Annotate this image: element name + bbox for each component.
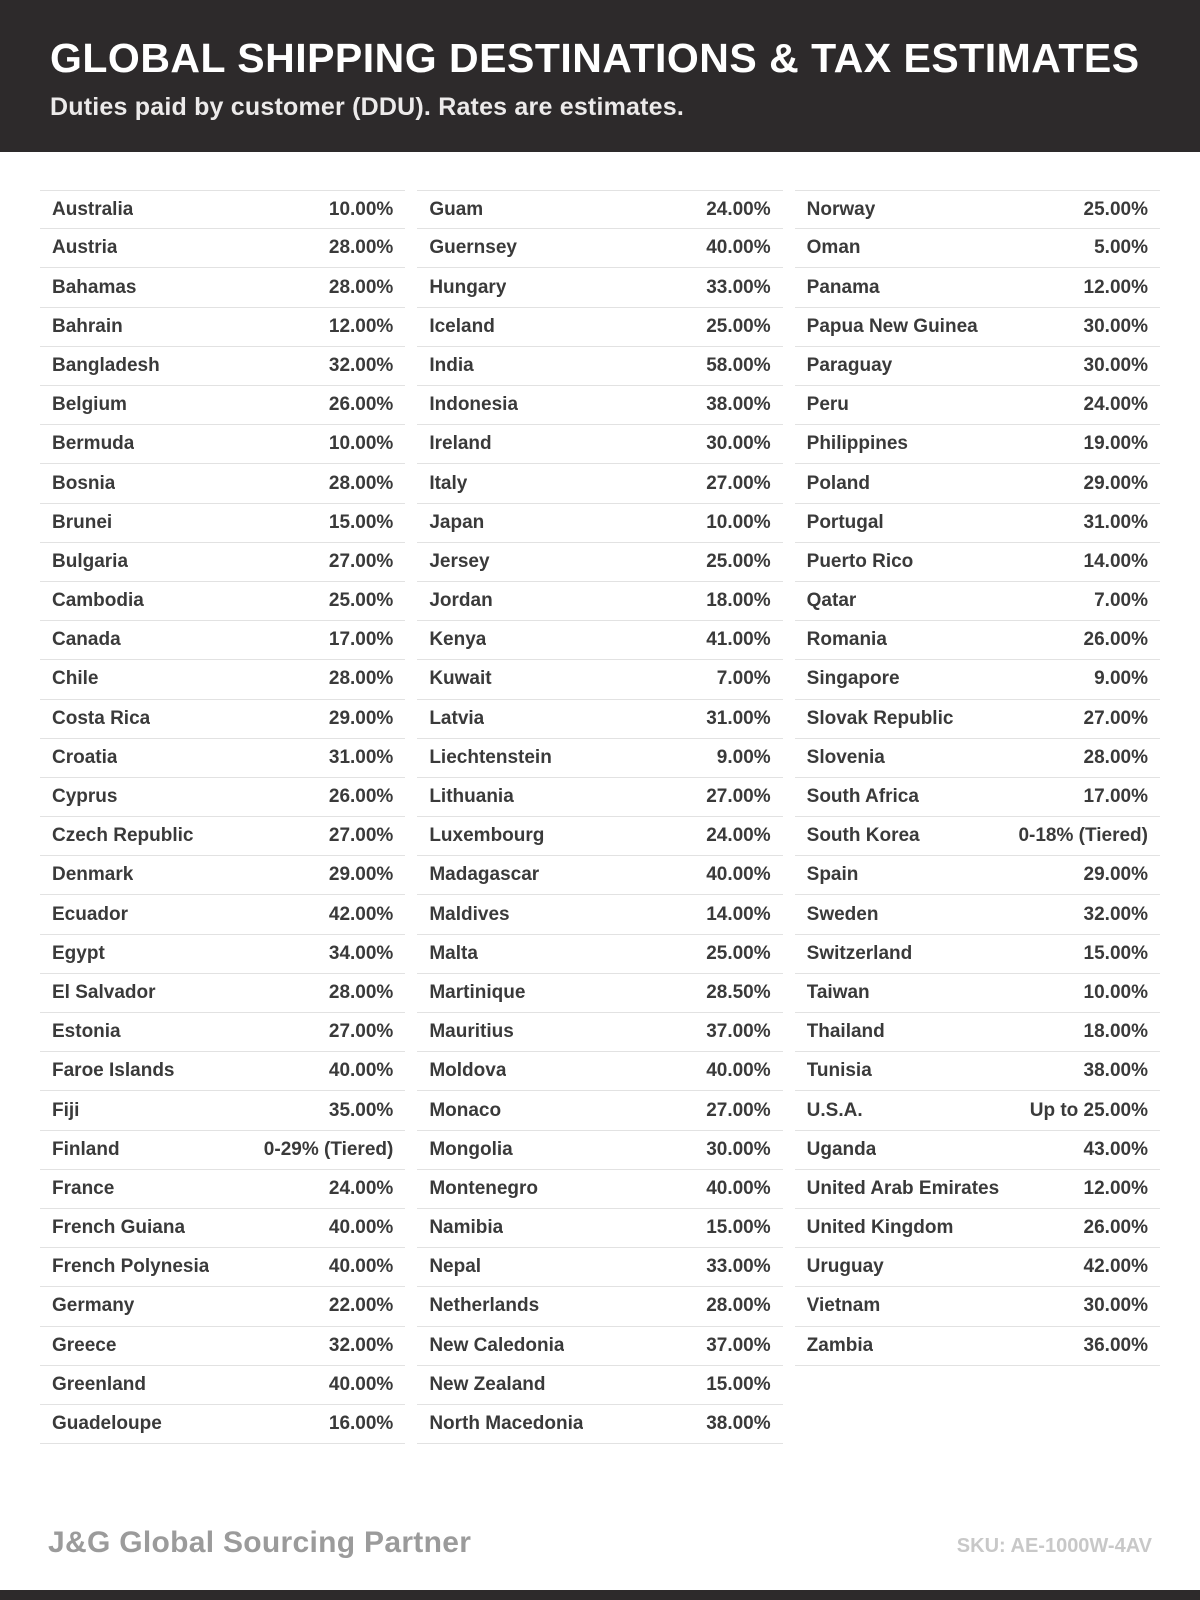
table-row [40,1366,405,1405]
tax-rate: 0-18% (Tiered) [1018,825,1148,847]
table-row [40,1131,405,1170]
country-name: Oman [806,237,861,259]
table-row [40,347,405,386]
table-row [795,386,1160,425]
tax-rate: 28.00% [706,1295,771,1317]
country-name: Spain [806,864,859,886]
tax-rate: 10.00% [1083,981,1148,1003]
tax-rate: 30.00% [706,433,771,455]
tax-rate: 7.00% [716,668,771,690]
country-name: Vietnam [806,1295,881,1317]
tax-rate: 32.00% [1083,903,1148,925]
country-name: Chile [52,668,99,690]
table-row [795,308,1160,347]
country-name: Kuwait [429,668,492,690]
country-name: France [52,1177,115,1199]
tax-rate: 28.00% [328,981,394,1003]
table-row [417,386,782,425]
country-name: Papua New Guinea [806,315,978,337]
country-name: Hungary [429,276,507,298]
country-name: Taiwan [806,981,870,1003]
table-row [417,1287,782,1326]
country-name: Cyprus [52,786,118,807]
tax-rate: 29.00% [328,707,394,729]
country-name: New Zealand [429,1373,546,1395]
table-row [795,700,1160,739]
table-row [417,1013,782,1052]
table-row [795,268,1160,307]
country-name: Tunisia [806,1060,872,1082]
tax-rate: 28.00% [328,472,394,494]
tax-rate: 40.00% [328,1256,394,1278]
country-name: Canada [52,629,121,651]
tax-rate: 29.00% [328,864,394,886]
table-row [795,1287,1160,1326]
table-row [417,1170,782,1209]
tax-rate: 27.00% [706,1099,771,1121]
tax-rate: 14.00% [706,903,771,925]
table-row [417,856,782,895]
footer [48,1526,1152,1560]
country-name: South Korea [806,825,920,847]
rate-column-2 [417,190,782,1444]
tax-rate: 28.00% [328,276,394,298]
country-name: Germany [52,1295,135,1317]
country-name: Zambia [806,1334,874,1356]
country-name: U.S.A. [806,1099,863,1121]
tax-rate: 36.00% [1083,1334,1148,1356]
tax-rate: 12.00% [1083,1177,1148,1199]
table-row [795,229,1160,268]
country-name: Thailand [806,1021,885,1043]
table-row [417,190,782,229]
tax-rate: 33.00% [706,276,771,298]
tax-rate: 40.00% [328,1373,394,1395]
table-row [417,1366,782,1405]
tax-rate: 28.00% [328,237,394,259]
table-row [795,1013,1160,1052]
table-row [795,739,1160,778]
table-row [417,425,782,464]
country-name: South Africa [806,786,919,807]
tax-rate: 27.00% [1083,707,1148,729]
tax-rate: 25.00% [706,550,771,572]
tax-rate: 24.00% [1083,394,1148,416]
table-row [40,268,405,307]
tax-rate: 17.00% [328,629,394,651]
table-row [417,895,782,934]
table-row [40,621,405,660]
table-row [795,660,1160,699]
country-name: Guam [429,198,484,220]
tax-rate: 40.00% [706,237,771,259]
tax-rate: 12.00% [1083,276,1148,298]
country-name: Peru [806,394,849,416]
tax-rate: 27.00% [328,825,394,847]
table-row [795,504,1160,543]
country-name: Czech Republic [52,825,194,847]
table-row [40,1209,405,1248]
tax-rate: 18.00% [1083,1021,1148,1043]
tax-rate: 25.00% [706,942,771,964]
tax-rate: 28.00% [1083,746,1148,768]
country-name: Guernsey [429,237,517,259]
page-subtitle: Duties paid by customer (DDU). Rates are estimates. [50,93,685,122]
tax-rate: 19.00% [1083,433,1148,455]
tax-rate: 26.00% [1083,629,1148,651]
table-row [40,1170,405,1209]
country-name: Puerto Rico [806,550,914,572]
table-row [795,1327,1160,1366]
country-name: Montenegro [429,1177,539,1199]
country-name: Brunei [52,511,113,533]
table-row [795,1091,1160,1130]
table-row [417,700,782,739]
country-name: Japan [429,511,485,533]
country-name: Belgium [52,394,127,416]
tax-rate: 28.50% [706,981,771,1003]
tax-rate: 26.00% [328,786,394,807]
table-row [417,1052,782,1091]
country-name: Bermuda [52,433,135,455]
tax-rate: 27.00% [706,472,771,494]
tax-rate: 58.00% [706,354,771,376]
table-row [417,778,782,817]
tax-rate: 31.00% [1083,511,1148,533]
country-name: Indonesia [429,394,519,416]
tax-rate: 10.00% [328,198,394,220]
country-name: Philippines [806,433,909,455]
country-name: El Salvador [52,981,156,1003]
tax-rate: 35.00% [328,1099,394,1121]
table-row [795,543,1160,582]
country-name: Sweden [806,903,879,925]
country-name: Portugal [806,511,884,533]
tax-rate: 27.00% [328,550,394,572]
table-row [417,268,782,307]
country-name: Faroe Islands [52,1060,175,1082]
tax-rate: 25.00% [1083,198,1148,220]
tax-rate: 29.00% [1083,864,1148,886]
tax-rate: 17.00% [1083,786,1148,807]
table-row [417,660,782,699]
header-banner [0,0,1200,152]
tax-rate: 38.00% [706,1413,771,1434]
table-row [417,1091,782,1130]
tax-rate: 25.00% [328,590,394,612]
tax-rate: 40.00% [706,1060,771,1082]
table-row [40,190,405,229]
brand-name: J&G Global Sourcing Partner [48,1526,472,1559]
tax-rate: 40.00% [706,864,771,886]
table-row [40,504,405,543]
country-name: Monaco [429,1099,502,1121]
rate-column-1 [40,190,405,1444]
country-name: Kenya [429,629,487,651]
table-row [40,1287,405,1326]
tax-rate: 37.00% [706,1021,771,1043]
table-row [40,895,405,934]
tax-rate: 24.00% [706,825,771,847]
table-row [795,190,1160,229]
country-name: Panama [806,276,880,298]
tax-rate: 10.00% [328,433,394,455]
country-name: French Polynesia [52,1256,210,1278]
country-name: Estonia [52,1021,121,1043]
table-row [417,621,782,660]
table-row [795,895,1160,934]
table-row [40,974,405,1013]
country-name: Italy [429,472,468,494]
country-name: North Macedonia [429,1413,584,1434]
country-name: Ecuador [52,903,129,925]
country-name: Qatar [806,590,857,612]
tax-rate: 40.00% [706,1177,771,1199]
tax-rate: 28.00% [328,668,394,690]
country-name: India [429,354,474,376]
table-row [40,660,405,699]
country-name: Bangladesh [52,354,160,376]
country-name: Austria [52,237,118,259]
tax-rate: 18.00% [706,590,771,612]
table-row [417,974,782,1013]
tax-rate: 34.00% [328,942,394,964]
country-name: Slovak Republic [806,707,954,729]
table-row [40,1248,405,1287]
country-name: Martinique [429,981,526,1003]
tax-rate: 9.00% [716,746,771,768]
tax-rate: 14.00% [1083,550,1148,572]
table-row [795,582,1160,621]
tax-rate: 38.00% [1083,1060,1148,1082]
rates-table [0,152,1200,1444]
table-row [417,229,782,268]
table-row [795,1209,1160,1248]
tax-rate: 5.00% [1094,237,1148,259]
table-row [795,1170,1160,1209]
tax-rate: 32.00% [328,1334,394,1356]
table-row [40,425,405,464]
country-name: Greece [52,1334,117,1356]
table-row [795,1248,1160,1287]
country-name: Mongolia [429,1138,513,1160]
country-name: Namibia [429,1217,504,1239]
table-row [40,739,405,778]
rate-column-3 [795,190,1160,1444]
tax-rate: 42.00% [1083,1256,1148,1278]
tax-rate: 30.00% [706,1138,771,1160]
country-name: Guadeloupe [52,1413,162,1434]
tax-rate: 29.00% [1083,472,1148,494]
table-row [40,778,405,817]
country-name: Denmark [52,864,134,886]
table-row [40,856,405,895]
country-name: Bahrain [52,315,123,337]
table-row [417,543,782,582]
page-title: GLOBAL SHIPPING DESTINATIONS & TAX ESTIMATES [50,35,1140,81]
table-row [795,856,1160,895]
table-row [40,1013,405,1052]
tax-rate: 31.00% [706,707,771,729]
table-row [40,1405,405,1444]
country-name: Netherlands [429,1295,540,1317]
country-name: Moldova [429,1060,507,1082]
tax-rate: 40.00% [328,1060,394,1082]
table-row [417,347,782,386]
tax-rate: 30.00% [1083,1295,1148,1317]
table-row [417,1405,782,1444]
tax-rate: 9.00% [1094,668,1148,690]
country-name: Liechtenstein [429,746,552,768]
country-name: Poland [806,472,870,494]
country-name: Uganda [806,1138,877,1160]
tax-rate: 37.00% [706,1334,771,1356]
table-row [40,386,405,425]
country-name: Mauritius [429,1021,514,1043]
country-name: Luxembourg [429,825,545,847]
table-row [40,935,405,974]
tax-rate: 15.00% [706,1373,771,1395]
tax-rate: 15.00% [706,1217,771,1239]
tax-rate: 30.00% [1083,315,1148,337]
country-name: Egypt [52,942,105,964]
table-row [417,935,782,974]
country-name: Nepal [429,1256,482,1278]
table-row [40,582,405,621]
country-name: Jersey [429,550,490,572]
tax-rate: 43.00% [1083,1138,1148,1160]
tax-rate: 41.00% [706,629,771,651]
sku-label: SKU: AE-1000W-4AV [956,1535,1152,1557]
country-name: Switzerland [806,942,913,964]
country-name: Romania [806,629,887,651]
country-name: Bahamas [52,276,137,298]
country-name: Paraguay [806,354,893,376]
country-name: Uruguay [806,1256,884,1278]
bottom-accent-bar [0,1590,1200,1600]
table-row [795,935,1160,974]
tax-rate: 15.00% [328,511,394,533]
country-name: Costa Rica [52,707,151,729]
tax-rate: 12.00% [328,315,394,337]
country-name: Norway [806,198,876,220]
country-name: Malta [429,942,478,964]
country-name: United Arab Emirates [806,1177,1000,1199]
table-row [795,1131,1160,1170]
country-name: Jordan [429,590,493,612]
country-name: Fiji [52,1099,80,1121]
tax-rate: 7.00% [1094,590,1148,612]
table-row [795,347,1160,386]
table-row [417,1327,782,1366]
table-row [795,464,1160,503]
country-name: Bulgaria [52,550,129,572]
table-row [795,425,1160,464]
table-row [417,504,782,543]
country-name: Cambodia [52,590,144,612]
tax-rate: 42.00% [328,903,394,925]
table-row [795,778,1160,817]
tax-rate: 25.00% [706,315,771,337]
country-name: Bosnia [52,472,116,494]
tax-rate: 24.00% [706,198,771,220]
country-name: United Kingdom [806,1217,954,1239]
table-row [40,817,405,856]
country-name: New Caledonia [429,1334,565,1356]
tax-rate: 31.00% [328,746,394,768]
country-name: Finland [52,1138,120,1160]
tax-rate: 27.00% [706,786,771,807]
tax-rate: 10.00% [706,511,771,533]
tax-rate: 16.00% [328,1413,394,1434]
table-row [417,582,782,621]
country-name: Latvia [429,707,485,729]
table-row [417,1131,782,1170]
table-row [40,1091,405,1130]
table-row [417,739,782,778]
table-row [40,464,405,503]
country-name: Singapore [806,668,900,690]
tax-rate: Up to 25.00% [1029,1099,1148,1121]
table-row [40,1052,405,1091]
country-name: Australia [52,198,134,220]
table-row [40,700,405,739]
table-row [40,1327,405,1366]
country-name: Maldives [429,903,510,925]
country-name: Lithuania [429,786,514,807]
table-row [40,229,405,268]
country-name: Iceland [429,315,495,337]
tax-rate: 26.00% [328,394,394,416]
table-row [417,817,782,856]
country-name: Ireland [429,433,492,455]
tax-rate: 24.00% [328,1177,394,1199]
tax-rate: 40.00% [328,1217,394,1239]
country-name: Slovenia [806,746,885,768]
table-row [795,974,1160,1013]
table-row [795,621,1160,660]
tax-rate: 26.00% [1083,1217,1148,1239]
tax-rate: 30.00% [1083,354,1148,376]
tax-rate: 38.00% [706,394,771,416]
tax-rate: 32.00% [328,354,394,376]
table-row [417,1209,782,1248]
tax-rate: 33.00% [706,1256,771,1278]
table-row [40,543,405,582]
country-name: French Guiana [52,1217,186,1239]
tax-rate: 22.00% [328,1295,394,1317]
country-name: Greenland [52,1373,146,1395]
tax-rate: 15.00% [1083,942,1148,964]
tax-rate: 0-29% (Tiered) [263,1138,394,1160]
country-name: Croatia [52,746,118,768]
table-row [417,464,782,503]
table-row [795,817,1160,856]
table-row [795,1052,1160,1091]
table-row [40,308,405,347]
table-row [417,308,782,347]
tax-rate: 27.00% [328,1021,394,1043]
table-row [417,1248,782,1287]
country-name: Madagascar [429,864,540,886]
